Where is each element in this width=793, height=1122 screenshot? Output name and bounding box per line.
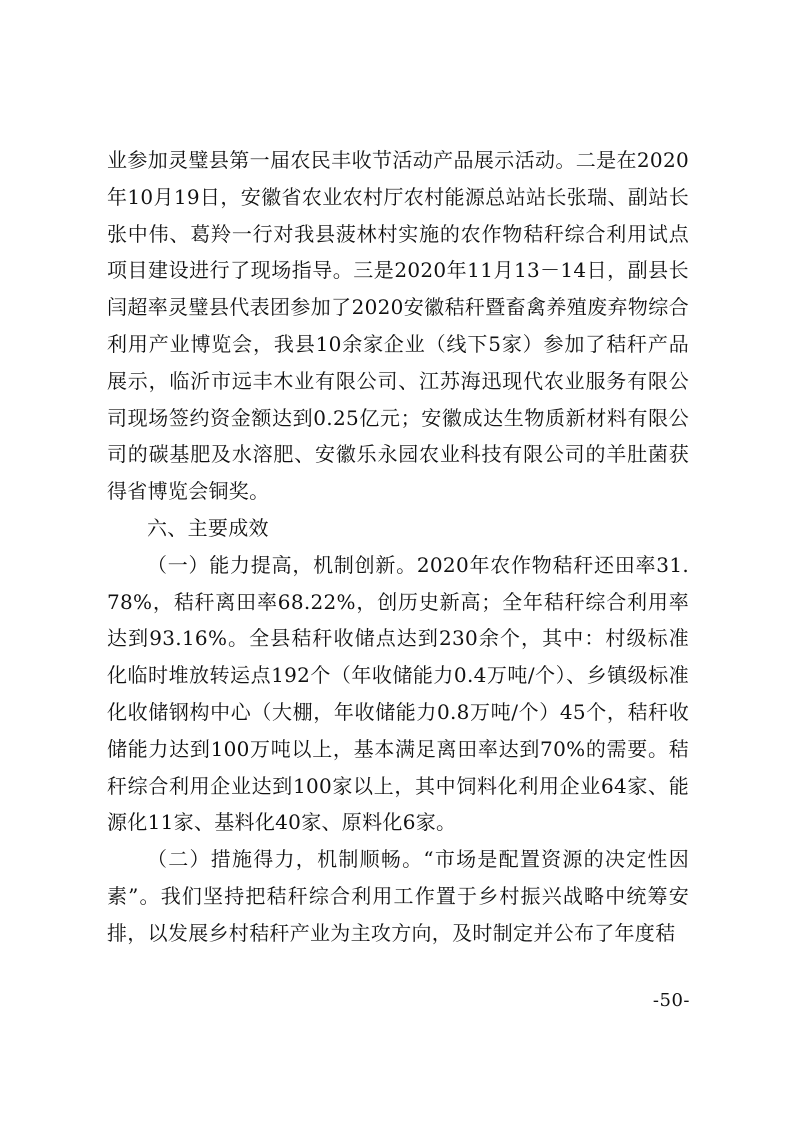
page-number: -50- xyxy=(652,990,690,1011)
body-text xyxy=(107,142,689,952)
section-heading-main-results: 六、主要成效 xyxy=(147,515,269,540)
paragraph-capacity: （一）能力提高，机制创新。2020年农作物秸秆还田率31.78%，秸秆离田率68.22%，创历史新高；全年秸秆综合利用率达到93.16%。全县秸秆收储点达到230余个，其中：村级标准化临时堆放转运点192个（年收储能力0.4万吨/个）、乡镇级标准化收储钢构中心（大棚，年收储能力0.8万吨/个）45个，秸秆收储能力达到100万吨以上，基本满足离田率达到70%的需要。秸秆综合利用企业达到100家以上，其中饲料化利用企业64家、能源化11家、基料化40家、原料化6家。 xyxy=(107,552,689,835)
paragraph-continuation: 业参加灵璧县第一届农民丰收节活动产品展示活动。二是在2020年10月19日，安徽省农业农村厅农村能源总站站长张瑞、副站长张中伟、葛羚一行对我县菠林村实施的农作物秸秆综合利用试点项目建设进行了现场指导。三是2020年11月13－14日，副县长闫超率灵璧县代表团参加了2020安徽秸秆暨畜禽养殖废弃物综合利用产业博览会，我县10余家企业（线下5家）参加了秸秆产品展示，临沂市远丰木业有限公司、江苏海迅现代农业服务有限公司现场签约资金额达到0.25亿元；安徽成达生物质新材料有限公司的碳基肥及水溶肥、安徽乐永园农业科技有限公司的羊肚菌获得省博览会铜奖。 xyxy=(107,148,689,504)
paragraph-measures: （二）措施得力，机制顺畅。“市场是配置资源的决定性因素”。我们坚持把秸秆综合利用工作置于乡村振兴战略中统筹安排，以发展乡村秸秆产业为主攻方向，及时制定并公布了年度秸 xyxy=(107,847,689,945)
